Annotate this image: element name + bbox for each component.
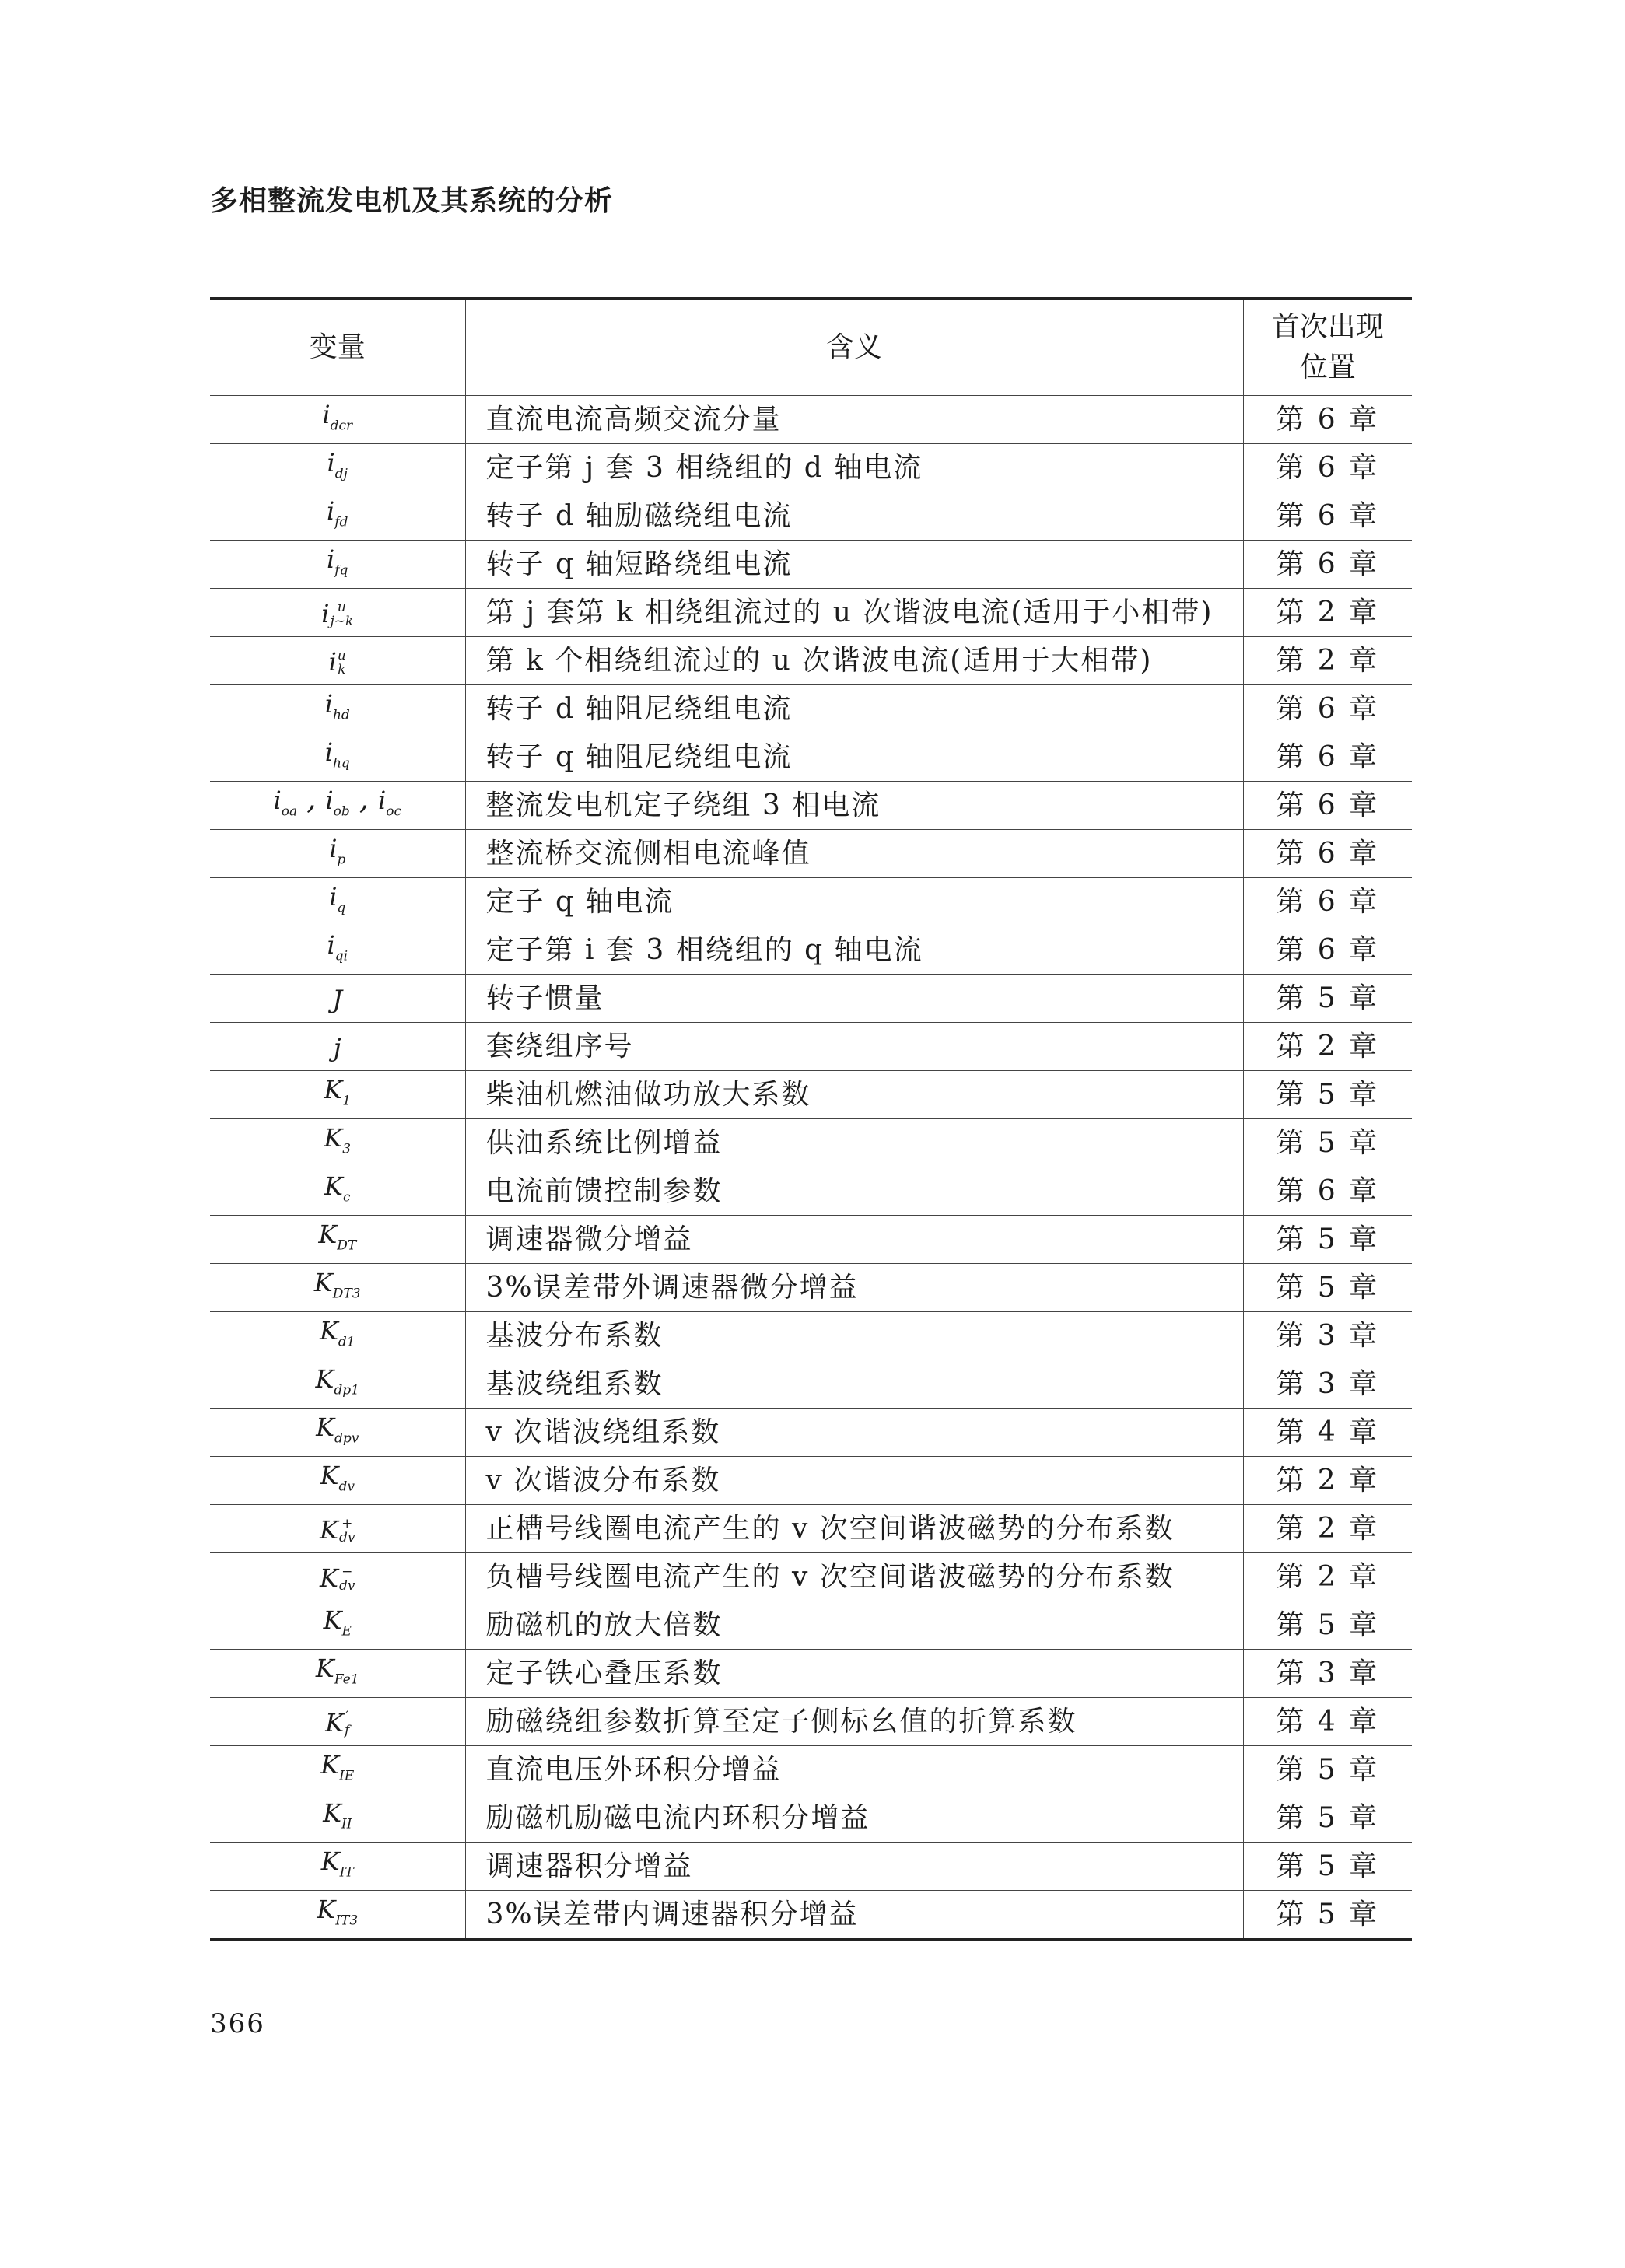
first-location-cell: 第 5 章	[1243, 1601, 1412, 1650]
variable-superscript: ′	[345, 1709, 349, 1724]
variable-cell	[210, 878, 465, 926]
variable-subscript: fq	[334, 562, 348, 579]
variable-script	[345, 1710, 349, 1738]
first-location-cell: 第 3 章	[1243, 1312, 1412, 1360]
variable-subscript: c	[342, 1189, 351, 1206]
variable-symbol: K	[323, 1798, 341, 1829]
variable-subscript: dv	[338, 1578, 355, 1594]
table-row	[210, 1457, 1412, 1505]
variable-cell	[210, 396, 465, 444]
variable-symbol: K	[320, 1563, 338, 1593]
table-row	[210, 1023, 1412, 1071]
first-location-cell: 第 6 章	[1243, 541, 1412, 589]
variable-symbol: i	[329, 834, 338, 864]
first-location-cell: 第 4 章	[1243, 1698, 1412, 1746]
variable-symbol: K	[324, 1123, 343, 1153]
variable-subscript: hd	[332, 707, 350, 723]
meaning-cell: 转子惯量	[465, 975, 1243, 1023]
table-row	[210, 1794, 1412, 1843]
meaning-cell: 定子第 i 套 3 相绕组的 q 轴电流	[465, 926, 1243, 975]
variable-subscript: j~k	[330, 614, 354, 629]
header-first-location-text: 首次出现位置	[1271, 311, 1384, 383]
first-location-cell: 第 6 章	[1243, 878, 1412, 926]
variable-subscript: qi	[334, 948, 348, 964]
table-row	[210, 1553, 1412, 1601]
variable-subscript: dv	[338, 1530, 355, 1545]
meaning-cell: 供油系统比例增益	[465, 1119, 1243, 1167]
meaning-cell: 定子 q 轴电流	[465, 878, 1243, 926]
meaning-cell: 调速器积分增益	[465, 1843, 1243, 1891]
variable-subscript: oc	[386, 803, 401, 820]
variable-script	[338, 649, 346, 677]
meaning-cell: v 次谐波绕组系数	[465, 1409, 1243, 1457]
table-row	[210, 637, 1412, 685]
variable-cell	[210, 1650, 465, 1698]
variable-cell	[210, 1794, 465, 1843]
variable-symbol: K	[313, 1268, 333, 1298]
header-variable: 变量	[210, 299, 465, 396]
variable-symbol: i	[327, 544, 335, 575]
first-location-cell: 第 5 章	[1243, 1119, 1412, 1167]
meaning-cell: 转子 d 轴励磁绕组电流	[465, 492, 1243, 541]
first-location-cell: 第 5 章	[1243, 975, 1412, 1023]
variable-subscript: DT3	[332, 1286, 361, 1302]
meaning-cell: 第 k 个相绕组流过的 u 次谐波电流(适用于大相带)	[465, 637, 1243, 685]
variable-subscript: hq	[332, 755, 350, 772]
variable-subscript: 3	[342, 1141, 352, 1157]
table-row	[210, 1216, 1412, 1264]
table-row	[210, 1698, 1412, 1746]
variable-script	[330, 600, 353, 628]
first-location-cell: 第 6 章	[1243, 782, 1412, 830]
first-location-cell: 第 5 章	[1243, 1746, 1412, 1794]
table-row	[210, 782, 1412, 830]
table-row	[210, 1264, 1412, 1312]
variable-cell	[210, 1216, 465, 1264]
first-location-cell: 第 6 章	[1243, 685, 1412, 733]
variable-cell	[210, 733, 465, 782]
meaning-cell: 3%误差带内调速器积分增益	[465, 1891, 1243, 1941]
variable-cell	[210, 1891, 465, 1941]
table-row	[210, 1891, 1412, 1941]
variable-subscript: II	[341, 1816, 352, 1832]
variable-subscript: Fe1	[334, 1671, 359, 1688]
meaning-cell: 套绕组序号	[465, 1023, 1243, 1071]
variable-cell	[210, 444, 465, 492]
meaning-cell: 转子 q 轴阻尼绕组电流	[465, 733, 1243, 782]
table-row	[210, 1071, 1412, 1119]
meaning-cell: 调速器微分增益	[465, 1216, 1243, 1264]
first-location-cell: 第 6 章	[1243, 926, 1412, 975]
variable-subscript: 1	[342, 1093, 352, 1109]
header-first-location	[1243, 299, 1412, 396]
variable-symbol: K	[320, 1514, 338, 1545]
first-location-cell: 第 2 章	[1243, 1553, 1412, 1601]
variable-subscript: q	[337, 900, 346, 916]
variable-superscript: +	[341, 1516, 353, 1531]
variable-subscript: oa	[281, 803, 298, 820]
first-location-cell: 第 2 章	[1243, 637, 1412, 685]
table-row	[210, 1119, 1412, 1167]
meaning-cell: 负槽号线圈电流产生的 v 次空间谐波磁势的分布系数	[465, 1553, 1243, 1601]
variable-cell	[210, 926, 465, 975]
meaning-cell: 正槽号线圈电流产生的 v 次空间谐波磁势的分布系数	[465, 1505, 1243, 1553]
variable-symbol: K	[323, 1605, 342, 1636]
table-row	[210, 733, 1412, 782]
first-location-cell: 第 5 章	[1243, 1794, 1412, 1843]
variable-subscript: d1	[338, 1334, 355, 1350]
meaning-cell: 转子 d 轴阻尼绕组电流	[465, 685, 1243, 733]
variable-symbol: K	[325, 1707, 345, 1738]
meaning-cell: 整流发电机定子绕组 3 相电流	[465, 782, 1243, 830]
variable-subscript: dcr	[330, 418, 353, 434]
first-location-cell: 第 5 章	[1243, 1891, 1412, 1941]
variable-subscript: k	[338, 662, 346, 677]
table-row	[210, 1650, 1412, 1698]
variable-script	[339, 1517, 355, 1545]
meaning-cell: 第 j 套第 k 相绕组流过的 u 次谐波电流(适用于小相带)	[465, 589, 1243, 637]
table-row	[210, 444, 1412, 492]
variable-symbol: J	[332, 984, 343, 1014]
first-location-cell: 第 2 章	[1243, 1457, 1412, 1505]
first-location-cell: 第 4 章	[1243, 1409, 1412, 1457]
meaning-cell: 励磁机的放大倍数	[465, 1601, 1243, 1650]
variable-table	[210, 297, 1412, 1941]
variable-cell	[210, 1843, 465, 1891]
variable-symbol: K	[317, 1895, 336, 1925]
first-location-cell: 第 3 章	[1243, 1650, 1412, 1698]
variable-cell	[210, 1071, 465, 1119]
first-location-cell: 第 6 章	[1243, 830, 1412, 878]
meaning-cell: 励磁机励磁电流内环积分增益	[465, 1794, 1243, 1843]
variable-superscript: u	[337, 648, 346, 663]
variable-cell	[210, 1409, 465, 1457]
table-row	[210, 685, 1412, 733]
page-number: 366	[210, 2008, 265, 2039]
variable-cell	[210, 1360, 465, 1409]
variable-subscript: ob	[333, 803, 350, 820]
first-location-cell: 第 6 章	[1243, 733, 1412, 782]
table-header-row	[210, 299, 1412, 396]
variable-cell	[210, 1746, 465, 1794]
variable-symbol: i	[322, 400, 331, 430]
variable-cell	[210, 589, 465, 637]
table-row	[210, 1601, 1412, 1650]
variable-symbol: i	[327, 496, 335, 527]
variable-symbol: K	[324, 1075, 343, 1105]
variable-cell	[210, 492, 465, 541]
variable-cell	[210, 1167, 465, 1216]
variable-symbol: j	[333, 1032, 341, 1062]
meaning-cell: 3%误差带外调速器微分增益	[465, 1264, 1243, 1312]
meaning-cell: 定子第 j 套 3 相绕组的 d 轴电流	[465, 444, 1243, 492]
variable-cell	[210, 1023, 465, 1071]
meaning-cell: 电流前馈控制参数	[465, 1167, 1243, 1216]
first-location-cell: 第 5 章	[1243, 1216, 1412, 1264]
meaning-cell: 定子铁心叠压系数	[465, 1650, 1243, 1698]
variable-symbol: i	[328, 646, 337, 677]
first-location-cell: 第 6 章	[1243, 444, 1412, 492]
table-row	[210, 589, 1412, 637]
table-row	[210, 1843, 1412, 1891]
first-location-cell: 第 6 章	[1243, 492, 1412, 541]
first-location-cell: 第 5 章	[1243, 1071, 1412, 1119]
variable-cell	[210, 637, 465, 685]
variable-cell	[210, 541, 465, 589]
variable-subscript: IE	[339, 1768, 355, 1784]
variable-subscript: dpv	[334, 1430, 359, 1447]
header-meaning: 含义	[465, 299, 1243, 396]
variable-subscript: dp1	[334, 1382, 359, 1398]
meaning-cell: 励磁绕组参数折算至定子侧标幺值的折算系数	[465, 1698, 1243, 1746]
first-location-cell: 第 2 章	[1243, 589, 1412, 637]
variable-cell	[210, 830, 465, 878]
variable-symbol: i	[377, 786, 387, 816]
variable-cell	[210, 1601, 465, 1650]
first-location-cell: 第 6 章	[1243, 396, 1412, 444]
running-head: 多相整流发电机及其系统的分析	[210, 185, 614, 217]
variable-symbol: i	[321, 598, 330, 628]
variable-superscript: u	[337, 600, 346, 615]
variable-symbol: K	[320, 1461, 339, 1491]
first-location-cell: 第 2 章	[1243, 1023, 1412, 1071]
meaning-cell: 柴油机燃油做功放大系数	[465, 1071, 1243, 1119]
table-row	[210, 1505, 1412, 1553]
table-row	[210, 541, 1412, 589]
variable-cell	[210, 1119, 465, 1167]
table-row	[210, 1167, 1412, 1216]
variable-symbol: K	[319, 1316, 338, 1346]
first-location-cell: 第 5 章	[1243, 1264, 1412, 1312]
variable-subscript: IT	[339, 1864, 354, 1881]
variable-cell	[210, 975, 465, 1023]
meaning-cell: 转子 q 轴短路绕组电流	[465, 541, 1243, 589]
variable-subscript: dv	[338, 1479, 355, 1495]
table-row	[210, 926, 1412, 975]
variable-symbol: K	[324, 1171, 343, 1202]
table-row	[210, 1360, 1412, 1409]
variable-symbol: i	[325, 786, 334, 816]
first-location-cell: 第 6 章	[1243, 1167, 1412, 1216]
variable-symbol: K	[315, 1364, 334, 1395]
variable-symbol: i	[324, 737, 333, 768]
meaning-cell: 基波分布系数	[465, 1312, 1243, 1360]
first-location-cell: 第 3 章	[1243, 1360, 1412, 1409]
variable-symbol: K	[315, 1654, 334, 1684]
meaning-cell: 直流电流高频交流分量	[465, 396, 1243, 444]
table-row	[210, 830, 1412, 878]
variable-symbol: i	[329, 882, 338, 912]
table-row	[210, 1312, 1412, 1360]
variable-superscript: −	[341, 1564, 353, 1580]
meaning-cell: 基波绕组系数	[465, 1360, 1243, 1409]
variable-subscript: p	[337, 852, 346, 868]
table-row	[210, 1409, 1412, 1457]
variable-symbol: K	[320, 1750, 340, 1780]
table-row	[210, 1746, 1412, 1794]
variable-cell	[210, 1264, 465, 1312]
variable-script	[339, 1565, 355, 1593]
variable-symbol: i	[273, 786, 282, 816]
variable-cell	[210, 1698, 465, 1746]
table-row	[210, 492, 1412, 541]
variable-symbol: K	[320, 1846, 340, 1877]
variable-subscript: fd	[334, 514, 348, 530]
variable-subscript: f	[345, 1723, 350, 1738]
variable-subscript: DT	[337, 1237, 357, 1254]
variable-symbol: i	[324, 689, 333, 719]
variable-symbol: K	[318, 1220, 338, 1250]
meaning-cell: 直流电压外环积分增益	[465, 1746, 1243, 1794]
variable-cell	[210, 685, 465, 733]
variable-symbol: i	[327, 930, 335, 961]
table-row	[210, 878, 1412, 926]
variable-symbol: K	[316, 1412, 335, 1443]
variable-cell	[210, 1553, 465, 1601]
variable-cell	[210, 1457, 465, 1505]
meaning-cell: 整流桥交流侧相电流峰值	[465, 830, 1243, 878]
variable-cell	[210, 1505, 465, 1553]
variable-symbol: i	[327, 448, 335, 478]
table-body	[210, 396, 1412, 1941]
variable-subscript: E	[341, 1623, 352, 1640]
variable-cell	[210, 1312, 465, 1360]
table-row	[210, 975, 1412, 1023]
variable-subscript: dj	[334, 466, 348, 482]
variable-cell: $i_{oa}$ , $i_{ob}$ , $i_{oc}$	[210, 782, 465, 830]
meaning-cell: v 次谐波分布系数	[465, 1457, 1243, 1505]
first-location-cell: 第 2 章	[1243, 1505, 1412, 1553]
first-location-cell: 第 5 章	[1243, 1843, 1412, 1891]
variable-subscript: IT3	[335, 1913, 359, 1929]
table-row	[210, 396, 1412, 444]
